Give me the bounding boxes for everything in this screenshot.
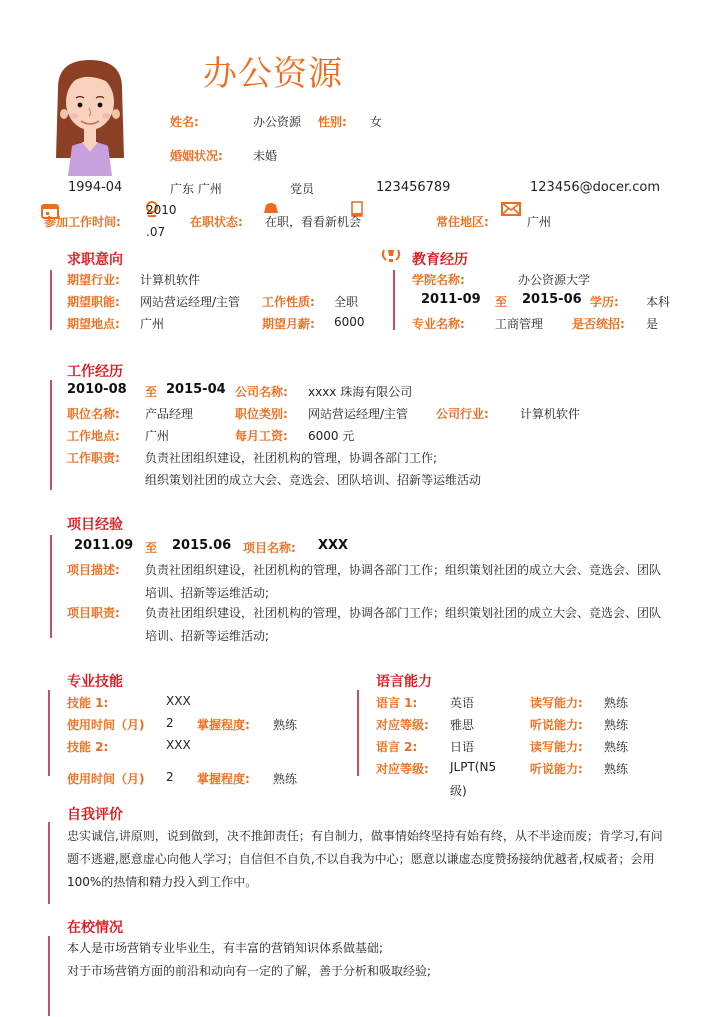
section-heading-education: 教育经历 bbox=[412, 252, 468, 268]
work-start-label: 参加工作时间: bbox=[44, 215, 121, 229]
location-label: 期望地点: bbox=[67, 317, 120, 331]
political-status: 党员 bbox=[290, 182, 315, 196]
gender-label: 性别: bbox=[318, 115, 347, 129]
campus-line: 本人是市场营销专业毕业生，有丰富的营销知识体系做基础; bbox=[67, 941, 384, 955]
skill-value: XXX bbox=[166, 694, 191, 708]
location-value: 广州 bbox=[140, 317, 165, 331]
project-duty-line: 培训、招新等运维活动; bbox=[145, 629, 270, 643]
usage-time-value: 2 bbox=[166, 716, 174, 730]
salary-value: 6000 bbox=[334, 315, 365, 329]
school-value: 办公资源大学 bbox=[518, 273, 591, 287]
company-label: 公司名称: bbox=[235, 385, 288, 399]
unified-value: 是 bbox=[646, 317, 659, 331]
work-start-date: 2010-08 bbox=[67, 382, 127, 397]
work-to-label: 至 bbox=[145, 385, 158, 399]
phone-number: 123456789 bbox=[376, 180, 451, 195]
section-heading-project: 项目经验 bbox=[67, 517, 123, 533]
project-name-value: XXX bbox=[318, 538, 349, 553]
skill-label: 技能 1: bbox=[67, 696, 109, 710]
function-value: 网站营运经理/主管 bbox=[140, 295, 241, 309]
edu-end-date: 2015-06 bbox=[522, 292, 582, 307]
nature-value: 全职 bbox=[334, 295, 359, 309]
skill-label: 技能 2: bbox=[67, 740, 109, 754]
edu-to-label: 至 bbox=[495, 295, 508, 309]
company-value: xxxx 珠海有限公司 bbox=[308, 385, 413, 399]
monthly-salary-value: 6000 元 bbox=[308, 429, 355, 443]
cert-level-value: JLPT(N5 bbox=[450, 760, 497, 774]
listen-speak-label: 听说能力: bbox=[530, 762, 583, 776]
salary-label: 期望月薪: bbox=[262, 317, 315, 331]
section-divider bbox=[48, 822, 50, 904]
industry-value: 计算机软件 bbox=[140, 273, 201, 287]
listen-speak-value: 熟练 bbox=[604, 718, 629, 732]
project-duty-line: 负责社团组织建设，社团机构的管理，协调各部门工作；组织策划社团的成立大会、竞选会、团队 bbox=[145, 606, 662, 620]
gender-value: 女 bbox=[370, 115, 383, 129]
listen-speak-label: 听说能力: bbox=[530, 718, 583, 732]
project-end-date: 2015.06 bbox=[172, 538, 232, 553]
work-duty-line: 组织策划社团的成立大会、竞选会、团队培训、招新等运维活动 bbox=[145, 473, 482, 487]
section-divider bbox=[50, 270, 52, 330]
nature-label: 工作性质: bbox=[262, 295, 315, 309]
residence-label: 常住地区: bbox=[436, 215, 489, 229]
language-label: 语言 1: bbox=[376, 696, 418, 710]
cert-level-label: 对应等级: bbox=[376, 718, 429, 732]
trophy-icon bbox=[381, 247, 401, 268]
section-heading-campus: 在校情况 bbox=[67, 920, 123, 936]
read-write-label: 读写能力: bbox=[530, 696, 583, 710]
position-value: 产品经理 bbox=[145, 407, 194, 421]
read-write-value: 熟练 bbox=[604, 740, 629, 754]
hometown: 广东 广州 bbox=[170, 182, 222, 196]
project-desc-line: 培训、招新等运维活动; bbox=[145, 586, 270, 600]
school-label: 学院名称: bbox=[412, 273, 465, 287]
work-duty-label: 工作职责: bbox=[67, 451, 120, 465]
status-label: 在职状态: bbox=[190, 215, 243, 229]
industry-label: 期望行业: bbox=[67, 273, 120, 287]
section-heading-languages: 语言能力 bbox=[376, 674, 432, 690]
language-label: 语言 2: bbox=[376, 740, 418, 754]
self-eval-line: 100%的热情和精力投入到工作中。 bbox=[67, 875, 258, 889]
mastery-label: 掌握程度: bbox=[197, 718, 250, 732]
major-label: 专业名称: bbox=[412, 317, 465, 331]
section-divider bbox=[48, 690, 50, 776]
work-location-label: 工作地点: bbox=[67, 429, 120, 443]
project-to-label: 至 bbox=[145, 541, 158, 555]
section-heading-skills: 专业技能 bbox=[67, 674, 123, 690]
work-start-value: 2010 bbox=[146, 203, 177, 217]
section-divider bbox=[48, 936, 50, 1016]
cert-level-label: 对应等级: bbox=[376, 762, 429, 776]
usage-time-label: 使用时间（月) bbox=[67, 772, 145, 786]
degree-label: 学历: bbox=[590, 295, 619, 309]
section-heading-job-intention: 求职意向 bbox=[67, 252, 123, 268]
mail-icon bbox=[501, 202, 521, 219]
unified-label: 是否统招: bbox=[572, 317, 625, 331]
category-label: 职位类别: bbox=[235, 407, 288, 421]
language-value: 英语 bbox=[450, 696, 475, 710]
self-eval-line: 题不逃避,愿意虚心向他人学习；自信但不自负,不以自我为中心；愿意以谦虚态度赞扬接纳优越者,权威者；会用 bbox=[67, 852, 655, 866]
campus-line: 对于市场营销方面的前沿和动向有一定的了解，善于分析和吸取经验; bbox=[67, 964, 432, 978]
mastery-value: 熟练 bbox=[273, 718, 298, 732]
cert-level-value: 雅思 bbox=[450, 718, 475, 732]
usage-time-label: 使用时间（月) bbox=[67, 718, 145, 732]
read-write-value: 熟练 bbox=[604, 696, 629, 710]
project-desc-line: 负责社团组织建设，社团机构的管理，协调各部门工作；组织策划社团的成立大会、竞选会、团队 bbox=[145, 563, 662, 577]
work-location-value: 广州 bbox=[145, 429, 170, 443]
section-divider bbox=[50, 535, 52, 638]
work-duty-line: 负责社团组织建设，社团机构的管理，协调各部门工作; bbox=[145, 451, 438, 465]
avatar bbox=[52, 58, 128, 176]
company-industry-value: 计算机软件 bbox=[520, 407, 581, 421]
name-value: 办公资源 bbox=[253, 115, 302, 129]
status-value: 在职，看看新机会 bbox=[265, 215, 362, 229]
marital-value: 未婚 bbox=[253, 149, 278, 163]
degree-value: 本科 bbox=[646, 295, 671, 309]
category-value: 网站营运经理/主管 bbox=[308, 407, 409, 421]
company-industry-label: 公司行业: bbox=[436, 407, 489, 421]
section-heading-work: 工作经历 bbox=[67, 364, 123, 380]
birth-date: 1994-04 bbox=[68, 180, 123, 195]
section-heading-self-eval: 自我评价 bbox=[67, 807, 123, 823]
section-divider bbox=[50, 380, 52, 490]
project-start-date: 2011.09 bbox=[74, 538, 134, 553]
cert-level-value-cont: 级) bbox=[450, 784, 467, 798]
work-start-value-cont: .07 bbox=[146, 225, 166, 239]
function-label: 期望职能: bbox=[67, 295, 120, 309]
section-divider bbox=[393, 270, 395, 330]
mastery-label: 掌握程度: bbox=[197, 772, 250, 786]
mastery-value: 熟练 bbox=[273, 772, 298, 786]
name-title: 办公资源 bbox=[203, 54, 343, 94]
listen-speak-value: 熟练 bbox=[604, 762, 629, 776]
edu-start-date: 2011-09 bbox=[421, 292, 481, 307]
work-end-date: 2015-04 bbox=[166, 382, 226, 397]
project-duty-label: 项目职责: bbox=[67, 606, 120, 620]
name-label: 姓名: bbox=[170, 115, 199, 129]
self-eval-line: 忠实诚信,讲原则，说到做到，决不推卸责任；有自制力，做事情始终坚持有始有终，从不半途而废；肯学习,有问 bbox=[67, 829, 663, 843]
usage-time-value: 2 bbox=[166, 770, 174, 784]
position-label: 职位名称: bbox=[67, 407, 120, 421]
project-name-label: 项目名称: bbox=[243, 541, 296, 555]
email-address: 123456@docer.com bbox=[530, 180, 661, 195]
language-value: 日语 bbox=[450, 740, 475, 754]
marital-label: 婚姻状况: bbox=[170, 149, 223, 163]
read-write-label: 读写能力: bbox=[530, 740, 583, 754]
column-divider bbox=[357, 690, 359, 776]
skill-value: XXX bbox=[166, 738, 191, 752]
project-desc-label: 项目描述: bbox=[67, 563, 120, 577]
major-value: 工商管理 bbox=[495, 317, 544, 331]
monthly-salary-label: 每月工资: bbox=[235, 429, 288, 443]
residence-value: 广州 bbox=[527, 215, 552, 229]
